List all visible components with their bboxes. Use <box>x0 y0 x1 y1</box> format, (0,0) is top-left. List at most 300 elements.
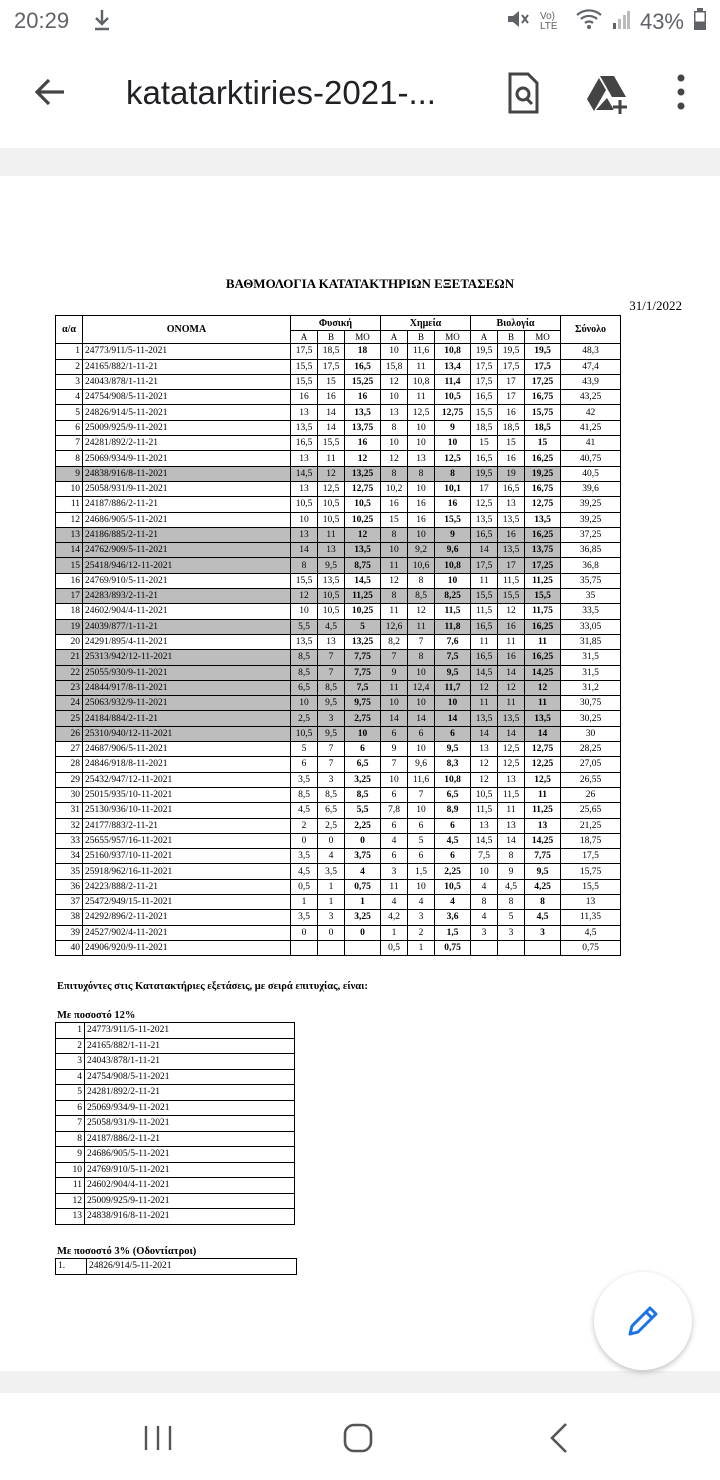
candidate-id: 24686/905/5-11-2021 <box>85 1147 295 1163</box>
grade-cell: 10,5 <box>318 497 345 512</box>
back-arrow-icon[interactable] <box>30 72 70 112</box>
average-cell: 9,5 <box>435 665 471 680</box>
grade-cell: 10,2 <box>381 481 408 496</box>
grade-cell: 12,5 <box>498 757 525 772</box>
grade-cell: 12,5 <box>471 497 498 512</box>
grade-cell: 13,5 <box>471 512 498 527</box>
row-index: 28 <box>56 757 83 772</box>
find-in-page-icon[interactable] <box>500 70 546 116</box>
grade-cell: 8 <box>381 466 408 481</box>
home-icon[interactable] <box>338 1418 378 1458</box>
grade-cell: 11 <box>381 680 408 695</box>
row-index: 11 <box>56 497 83 512</box>
grade-cell: 12 <box>471 680 498 695</box>
grade-cell: 6,5 <box>291 680 318 695</box>
sub-b: Β <box>318 331 345 344</box>
grade-cell: 4 <box>471 879 498 894</box>
grade-cell: 12 <box>471 757 498 772</box>
grade-cell: 12 <box>318 466 345 481</box>
row-index: 15 <box>56 558 83 573</box>
grade-cell: 9 <box>381 742 408 757</box>
average-cell: 12,75 <box>435 405 471 420</box>
grade-cell: 13,5 <box>291 420 318 435</box>
average-cell: 16 <box>345 436 381 451</box>
grade-cell: 11,6 <box>408 344 435 359</box>
header-aa: α/α <box>56 316 83 344</box>
grade-cell: 14 <box>498 726 525 741</box>
grade-cell: 5 <box>291 742 318 757</box>
pdf-viewer[interactable] <box>0 148 720 1393</box>
pct12-table <box>55 1022 295 1225</box>
grade-cell: 1 <box>381 925 408 940</box>
total-cell: 33,05 <box>561 619 621 634</box>
grade-cell: 9,5 <box>318 558 345 573</box>
grade-cell: 7 <box>408 787 435 802</box>
table-row <box>56 726 621 741</box>
average-cell: 10,8 <box>435 558 471 573</box>
rank-number: 8 <box>56 1131 85 1147</box>
grade-cell: 6 <box>291 757 318 772</box>
candidate-id: 25418/946/12-11-2021 <box>83 558 291 573</box>
total-cell: 41,25 <box>561 420 621 435</box>
grade-cell: 4,5 <box>498 879 525 894</box>
table-row <box>56 787 621 802</box>
average-cell: 10 <box>435 573 471 588</box>
grade-cell: 8,5 <box>318 787 345 802</box>
grade-cell: 13,5 <box>498 512 525 527</box>
average-cell: 1 <box>345 894 381 909</box>
header-chemistry: Χημεία <box>381 316 471 331</box>
grade-cell: 16,5 <box>471 527 498 542</box>
candidate-id: 24292/896/2-11-2021 <box>83 910 291 925</box>
average-cell: 12 <box>525 680 561 695</box>
header-physics: Φυσική <box>291 316 381 331</box>
grade-cell: 10,5 <box>471 787 498 802</box>
candidate-id: 24906/920/9-11-2021 <box>83 940 291 955</box>
grade-cell: 13 <box>381 405 408 420</box>
grade-cell: 3,5 <box>291 910 318 925</box>
grade-cell: 11 <box>498 634 525 649</box>
table-row <box>56 359 621 374</box>
total-cell: 26 <box>561 787 621 802</box>
grade-cell <box>471 940 498 955</box>
candidate-id: 24754/908/5-11-2021 <box>83 390 291 405</box>
table-row <box>56 543 621 558</box>
grade-cell: 3 <box>318 711 345 726</box>
table-row <box>56 650 621 665</box>
grade-cell: 10,5 <box>318 512 345 527</box>
grade-cell: 0 <box>291 925 318 940</box>
grade-cell: 15,5 <box>291 359 318 374</box>
grade-cell: 11,5 <box>498 573 525 588</box>
average-cell: 8,25 <box>435 589 471 604</box>
add-to-drive-icon[interactable] <box>584 70 630 116</box>
average-cell: 11,4 <box>435 374 471 389</box>
average-cell <box>525 940 561 955</box>
average-cell: 12 <box>345 527 381 542</box>
grade-cell: 11 <box>471 696 498 711</box>
average-cell: 13,4 <box>435 359 471 374</box>
grade-cell: 11 <box>318 451 345 466</box>
grade-cell: 8 <box>498 894 525 909</box>
grade-cell: 14 <box>381 711 408 726</box>
sub-mo: ΜΟ <box>435 331 471 344</box>
average-cell: 15 <box>525 436 561 451</box>
candidate-id: 24281/892/2-11-21 <box>83 436 291 451</box>
total-cell: 42 <box>561 405 621 420</box>
sub-b: Β <box>498 331 525 344</box>
total-cell: 35 <box>561 589 621 604</box>
table-row <box>56 711 621 726</box>
average-cell: 13 <box>525 818 561 833</box>
grade-cell: 12 <box>498 680 525 695</box>
candidate-id: 24283/893/2-11-21 <box>83 589 291 604</box>
grade-cell: 18,5 <box>318 344 345 359</box>
table-row <box>56 680 621 695</box>
list-item <box>56 1178 295 1194</box>
grade-cell: 19,5 <box>471 344 498 359</box>
grade-cell: 11 <box>498 803 525 818</box>
average-cell: 18 <box>345 344 381 359</box>
more-options-icon[interactable] <box>660 70 706 116</box>
grade-cell: 2 <box>291 818 318 833</box>
average-cell: 10,25 <box>345 512 381 527</box>
candidate-id: 24838/916/8-11-2021 <box>85 1209 295 1225</box>
grade-cell: 10,6 <box>408 558 435 573</box>
row-index: 16 <box>56 573 83 588</box>
total-cell: 47,4 <box>561 359 621 374</box>
table-row <box>56 466 621 481</box>
row-index: 23 <box>56 680 83 695</box>
grade-cell: 5 <box>498 910 525 925</box>
average-cell: 11,7 <box>435 680 471 695</box>
candidate-id: 25655/957/16-11-2021 <box>83 833 291 848</box>
grade-cell: 4,2 <box>381 910 408 925</box>
total-cell: 40,75 <box>561 451 621 466</box>
grade-cell: 11 <box>381 604 408 619</box>
list-item <box>56 1131 295 1147</box>
success-heading: Επιτυχόντες στις Κατατακτήριες εξετάσεις, με σειρά επιτυχίας, είναι: <box>57 981 368 992</box>
grade-cell: 13 <box>498 818 525 833</box>
grade-cell: 2 <box>408 925 435 940</box>
rank-number: 1 <box>56 1023 85 1039</box>
grade-cell: 16 <box>408 512 435 527</box>
table-row <box>56 940 621 955</box>
row-index: 6 <box>56 420 83 435</box>
average-cell: 11,8 <box>435 619 471 634</box>
average-cell: 18,5 <box>525 420 561 435</box>
grade-cell: 16,5 <box>471 451 498 466</box>
table-row <box>56 864 621 879</box>
average-cell: 8,3 <box>435 757 471 772</box>
row-index: 5 <box>56 405 83 420</box>
grade-cell: 7 <box>408 634 435 649</box>
candidate-id: 24165/882/1-11-21 <box>85 1038 295 1054</box>
row-index: 30 <box>56 787 83 802</box>
grade-cell <box>498 940 525 955</box>
candidate-id: 25069/934/9-11-2021 <box>83 451 291 466</box>
table-row <box>56 879 621 894</box>
rank-number: 3 <box>56 1054 85 1070</box>
total-cell: 30,25 <box>561 711 621 726</box>
lte-indicator: Vo) LTE <box>539 11 558 32</box>
grade-cell: 16,5 <box>471 619 498 634</box>
average-cell: 13,25 <box>345 466 381 481</box>
average-cell: 4,25 <box>525 879 561 894</box>
average-cell: 3,25 <box>345 772 381 787</box>
list-item <box>56 1209 295 1225</box>
grade-cell: 15 <box>471 436 498 451</box>
grade-cell: 19 <box>498 466 525 481</box>
average-cell: 5,5 <box>345 803 381 818</box>
grade-cell: 15 <box>318 374 345 389</box>
candidate-id: 24762/909/5-11-2021 <box>83 543 291 558</box>
grade-cell: 12,5 <box>408 405 435 420</box>
grade-cell: 13 <box>291 527 318 542</box>
average-cell: 16,25 <box>525 619 561 634</box>
row-index: 1 <box>56 344 83 359</box>
total-cell: 31,5 <box>561 665 621 680</box>
total-cell: 33,5 <box>561 604 621 619</box>
total-cell: 30,75 <box>561 696 621 711</box>
grade-cell: 16 <box>498 451 525 466</box>
grade-cell: 16 <box>381 497 408 512</box>
grade-cell: 15,5 <box>498 589 525 604</box>
grade-cell: 6 <box>381 726 408 741</box>
grades-table <box>55 315 621 956</box>
total-cell: 15,5 <box>561 879 621 894</box>
candidate-id: 24165/882/1-11-21 <box>83 359 291 374</box>
grade-cell: 11,5 <box>471 803 498 818</box>
grade-cell: 11 <box>381 879 408 894</box>
average-cell: 16,25 <box>525 451 561 466</box>
row-index: 7 <box>56 436 83 451</box>
grade-cell: 0,5 <box>381 940 408 955</box>
candidate-id: 24769/910/5-11-2021 <box>85 1162 295 1178</box>
grade-cell: 11 <box>408 619 435 634</box>
average-cell: 7,5 <box>435 650 471 665</box>
row-index: 22 <box>56 665 83 680</box>
table-row <box>56 558 621 573</box>
grade-cell: 10 <box>408 742 435 757</box>
candidate-id: 25063/932/9-11-2021 <box>83 696 291 711</box>
total-cell: 39,25 <box>561 497 621 512</box>
grade-cell: 10 <box>381 390 408 405</box>
edit-button[interactable] <box>594 1272 692 1370</box>
grade-cell: 10 <box>381 543 408 558</box>
grade-cell: 4,5 <box>291 864 318 879</box>
grade-cell: 14 <box>408 711 435 726</box>
average-cell: 7,6 <box>435 634 471 649</box>
average-cell: 5 <box>345 619 381 634</box>
grade-cell: 3 <box>498 925 525 940</box>
average-cell: 17,25 <box>525 558 561 573</box>
grade-cell: 17,5 <box>498 359 525 374</box>
table-row <box>56 344 621 359</box>
average-cell: 10 <box>435 436 471 451</box>
grade-cell: 9,6 <box>408 757 435 772</box>
row-index: 40 <box>56 940 83 955</box>
average-cell: 15,5 <box>525 589 561 604</box>
sub-mo: ΜΟ <box>345 331 381 344</box>
average-cell: 8 <box>525 894 561 909</box>
grade-cell: 5 <box>408 833 435 848</box>
list-item <box>56 1085 295 1101</box>
candidate-id: 24602/904/4-11-2021 <box>85 1178 295 1194</box>
list-item <box>56 1038 295 1054</box>
grade-cell: 13 <box>408 451 435 466</box>
average-cell: 3,25 <box>345 910 381 925</box>
candidate-id: 25009/925/9-11-2021 <box>85 1193 295 1209</box>
average-cell: 14,25 <box>525 833 561 848</box>
grade-cell: 3 <box>318 772 345 787</box>
candidate-id: 24602/904/4-11-2021 <box>83 604 291 619</box>
average-cell: 3,75 <box>345 849 381 864</box>
average-cell: 10 <box>435 696 471 711</box>
table-row <box>56 573 621 588</box>
table-row <box>56 589 621 604</box>
grade-cell: 19,5 <box>471 466 498 481</box>
grade-cell: 14 <box>471 726 498 741</box>
grade-cell: 12 <box>381 573 408 588</box>
candidate-id: 24184/884/2-11-21 <box>83 711 291 726</box>
header-name: ΟΝΟΜΑ <box>83 316 291 344</box>
grade-cell: 15 <box>498 436 525 451</box>
row-index: 35 <box>56 864 83 879</box>
candidate-id: 25015/935/10-11-2021 <box>83 787 291 802</box>
grade-cell: 10,5 <box>291 726 318 741</box>
grade-cell: 0,5 <box>291 879 318 894</box>
average-cell: 16,25 <box>525 527 561 542</box>
grade-cell: 4 <box>471 910 498 925</box>
pencil-icon <box>625 1303 661 1339</box>
list-item <box>56 1193 295 1209</box>
table-row <box>56 390 621 405</box>
grade-cell: 3,5 <box>291 849 318 864</box>
total-cell: 36,85 <box>561 543 621 558</box>
average-cell: 10,8 <box>435 772 471 787</box>
row-index: 12 <box>56 512 83 527</box>
grade-cell: 17,5 <box>471 359 498 374</box>
grade-cell: 10 <box>471 864 498 879</box>
total-cell: 11,35 <box>561 910 621 925</box>
average-cell: 10,8 <box>435 344 471 359</box>
candidate-id: 24177/883/2-11-21 <box>83 818 291 833</box>
average-cell: 16,5 <box>345 359 381 374</box>
grade-cell: 11,5 <box>498 787 525 802</box>
row-index: 38 <box>56 910 83 925</box>
total-cell: 48,3 <box>561 344 621 359</box>
row-index: 2 <box>56 359 83 374</box>
grade-cell: 17 <box>498 374 525 389</box>
average-cell: 2,25 <box>435 864 471 879</box>
average-cell: 11,5 <box>435 604 471 619</box>
grade-cell: 14 <box>318 420 345 435</box>
average-cell: 7,75 <box>525 849 561 864</box>
candidate-id: 24754/908/5-11-2021 <box>85 1069 295 1085</box>
grade-cell: 15,5 <box>471 589 498 604</box>
grade-cell: 2,5 <box>318 818 345 833</box>
back-nav-icon[interactable] <box>540 1418 580 1458</box>
battery-icon <box>694 8 706 36</box>
grade-cell: 17,5 <box>318 359 345 374</box>
average-cell: 9,5 <box>525 864 561 879</box>
grade-cell: 3 <box>408 910 435 925</box>
grade-cell: 16 <box>408 497 435 512</box>
grade-cell: 6 <box>381 818 408 833</box>
header-biology: Βιολογία <box>471 316 561 331</box>
grade-cell: 8 <box>291 558 318 573</box>
grade-cell: 14 <box>471 543 498 558</box>
grade-cell: 8,5 <box>291 650 318 665</box>
battery-percent: 43% <box>639 9 684 34</box>
total-cell: 39,25 <box>561 512 621 527</box>
grade-cell: 16,5 <box>498 481 525 496</box>
average-cell: 11 <box>525 696 561 711</box>
total-cell: 28,25 <box>561 742 621 757</box>
table-row <box>56 696 621 711</box>
grade-cell: 7 <box>318 650 345 665</box>
status-bar <box>0 0 720 46</box>
table-row <box>56 451 621 466</box>
average-cell: 9 <box>435 420 471 435</box>
grade-cell: 9 <box>381 665 408 680</box>
status-time: 20:29 <box>14 8 70 33</box>
mute-icon <box>506 8 530 36</box>
total-cell: 0,75 <box>561 940 621 955</box>
average-cell: 14 <box>525 726 561 741</box>
grade-cell: 8 <box>471 894 498 909</box>
candidate-id: 24223/888/2-11-21 <box>83 879 291 894</box>
table-row <box>56 481 621 496</box>
grade-cell: 12 <box>498 604 525 619</box>
grade-cell: 8 <box>381 527 408 542</box>
list-item <box>56 1100 295 1116</box>
candidate-id: 24039/877/1-11-21 <box>83 619 291 634</box>
candidate-id: 25313/942/12-11-2021 <box>83 650 291 665</box>
grade-cell: 18,5 <box>471 420 498 435</box>
average-cell: 1,5 <box>435 925 471 940</box>
total-cell: 31,5 <box>561 650 621 665</box>
average-cell: 13,5 <box>525 512 561 527</box>
grade-cell: 15,5 <box>291 374 318 389</box>
grade-cell: 17,5 <box>291 344 318 359</box>
grade-cell: 15,5 <box>291 573 318 588</box>
average-cell: 11,25 <box>525 803 561 818</box>
grade-cell: 18,5 <box>498 420 525 435</box>
doc-heading: ΒΑΘΜΟΛΟΓΙΑ ΚΑΤΑΤΑΚΤΗΡΙΩΝ ΕΞΕΤΑΣΕΩΝ <box>225 276 515 291</box>
list-item <box>56 1162 295 1178</box>
grade-cell: 10 <box>408 436 435 451</box>
grade-cell: 8,5 <box>291 665 318 680</box>
average-cell: 8 <box>435 466 471 481</box>
grade-cell: 7 <box>318 665 345 680</box>
grade-cell: 4,5 <box>318 619 345 634</box>
grade-cell: 8 <box>408 573 435 588</box>
average-cell: 11 <box>525 634 561 649</box>
average-cell: 3,6 <box>435 910 471 925</box>
candidate-id: 24686/905/5-11-2021 <box>83 512 291 527</box>
average-cell: 12,75 <box>525 497 561 512</box>
grade-cell: 16,5 <box>471 650 498 665</box>
recent-apps-icon[interactable] <box>138 1418 178 1458</box>
grade-cell: 10 <box>381 772 408 787</box>
grade-cell: 6,5 <box>318 803 345 818</box>
sub-a: Α <box>291 331 318 344</box>
average-cell: 17,25 <box>525 374 561 389</box>
grade-cell: 6 <box>408 726 435 741</box>
candidate-id: 25918/962/16-11-2021 <box>83 864 291 879</box>
